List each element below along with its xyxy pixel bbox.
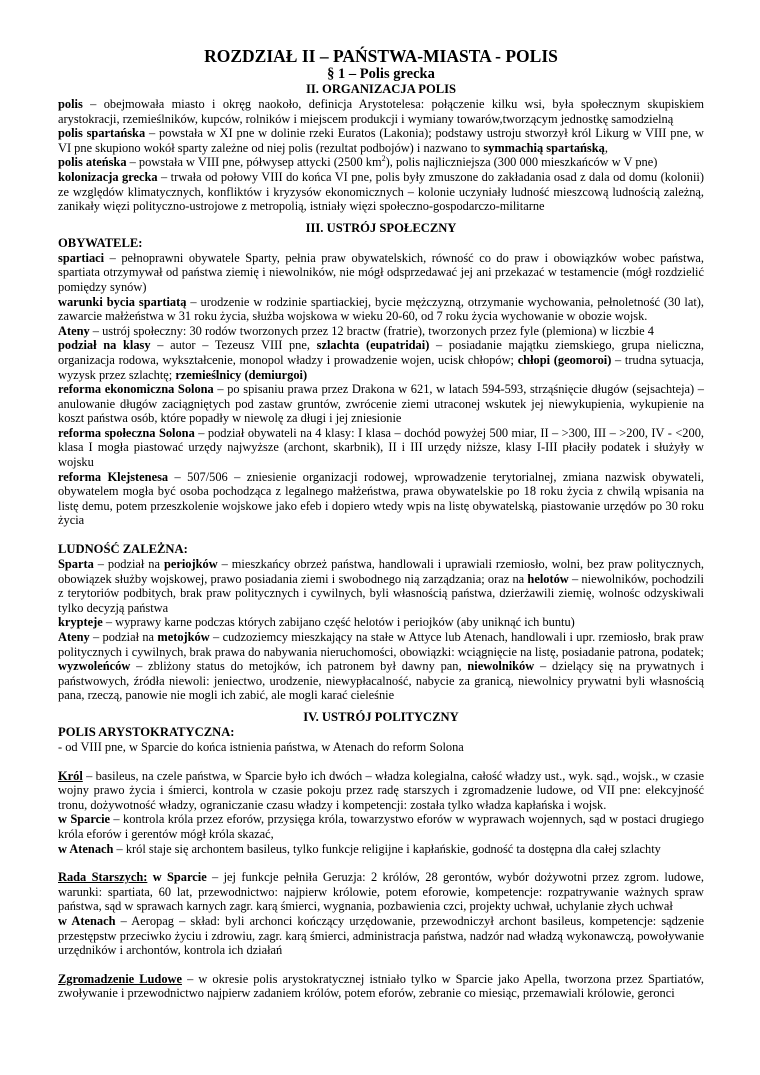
- entry-spartiaci: [58, 251, 704, 295]
- term: w Atenach: [58, 841, 114, 856]
- term: w Atenach: [58, 913, 116, 928]
- definition: – basileus, na czele państwa, w Sparcie było ich dwóch – władza kolegialna, całość władzy ust., wyk. sąd., wojsk., w czasie wojny prawo życia i śmierci, kontrola w czasie pokoju przez radę starszych i zgromadzenie ludowe, od VII pne: elekcyjność tronu, dożywotność władzy, ograniczanie czasu władzy i kompetencji: została tylko władza kapłańska i wojsk.: [58, 768, 704, 812]
- term: Zgromadzenie Ludowe: [58, 971, 182, 986]
- term: podział na klasy: [58, 338, 151, 353]
- definition: – 507/506 – zniesienie organizacji rodowej, wprowadzenie terytorialnej, zmiana nazwisk obywateli, obywatelem mogła być osoba pochodząca z legalnego małżeństwa, prawa obywatelskie po 18 roku życia z chwilą wpisania na listę demu, potem przeszkolenie wojskowe jako efeb i dopiero wtedy wpis na listę obywatelską, piastowanie urzędów po 30 roku życia: [58, 469, 705, 528]
- entry-ateny-zalezni: [58, 630, 704, 703]
- entry-reforma-ekonomiczna: [58, 382, 704, 426]
- definition: – urodzenie w rodzinie spartiackiej, bycie mężczyzną, otrzymanie wychowania, pełnoletność (30 lat), zawarcie małżeństwa w 31 roku życia, służba wojskowa w wieku 20-60, od 7 roku życia wychowanie w obozie wojsk.: [58, 294, 705, 324]
- entry-polis: [58, 97, 704, 126]
- entry-krol: [58, 769, 704, 813]
- term: Ateny: [58, 630, 90, 644]
- superscript: 2: [381, 154, 386, 164]
- subheading-polis-arystokratyczna: POLIS ARYSTOKRATYCZNA:: [58, 724, 235, 739]
- entry-reforma-klejstenesa: [58, 470, 704, 528]
- definition: ,: [604, 140, 608, 155]
- definition: – cudzoziemcy mieszkający na stałe w Attyce lub Atenach, handlowali i upr. rzemiosło, brak praw politycznych i cywilnych, brak prawa do nabywania nieruchomości, obowiązki: wciągnięcie na listę, posiadanie patrona, podatek;: [58, 630, 704, 659]
- term: kolonizacja grecka: [58, 169, 158, 184]
- entry-kolonizacja: [58, 170, 704, 214]
- entry-sparta: [58, 557, 704, 615]
- subheading-ludnosc-zalezna: LUDNOŚĆ ZALEŻNA:: [58, 542, 188, 557]
- chapter-title: ROZDZIAŁ II – PAŃSTWA-MIASTA - POLIS: [204, 46, 558, 66]
- section-heading-organizacja: II. ORGANIZACJA POLIS: [305, 82, 457, 96]
- entry-ateny: [58, 324, 704, 339]
- entry-podzial: [58, 338, 704, 382]
- term: w Sparcie: [152, 870, 207, 885]
- term: helotów: [527, 571, 569, 586]
- entry-krol-sparta: [58, 812, 704, 841]
- term: chłopi (geomoroi): [517, 352, 612, 367]
- section-heading-ustroj-spoleczny: III. USTRÓJ SPOŁECZNY: [305, 220, 457, 235]
- term: reforma Klejstenesa: [58, 469, 169, 484]
- entry-zgromadzenie-ludowe: [58, 972, 704, 1001]
- definition: – wyprawy karne podczas których zabijano część helotów i periojków (aby uniknąć ich buntu): [102, 615, 575, 630]
- term: Sparta: [58, 557, 94, 572]
- term: warunki bycia spartiatą: [58, 294, 187, 309]
- term: Ateny: [58, 323, 90, 338]
- definition: – podział obywateli na 4 klasy: I klasa – dochód powyżej 500 miar, II – >300, III – >200, IV - <200, klasa I mogła piastować urzędy najwyższe (archont, skarbnik), II i III urzędy niższe, klasy I-III płaciły podatek i służyły w wojsku: [58, 425, 704, 470]
- definition: – jej funkcje pełniła Geruzja: 2 królów, 28 gerontów, wybór dożywotni przez zgrom. ludowe, warunki: spartiata, 60 lat, przewodnictwo: najpierw królowie, potem eforowie, kompetencje: rozpatrywanie ważnych spraw państwa, sąd w sprawach karnych zagr. karą śmierci, wygnania, pozbawienia czci, projekty uchwał, uchylanie złych uchwał: [58, 870, 704, 914]
- definition: – Aeropag – skład: byli archonci kończący urzędowanie, przewodniczył archont basileus, kompetencje: sądzenie przestępstw przeciwko życiu i zdrowiu, zagr. karą śmierci, administracja państwa, nadzór nad władzą wykonawczą, powoływanie urzędników i archontów, kontrola ich działań: [58, 913, 704, 958]
- definition: – podział na: [89, 630, 158, 644]
- term: w Sparcie: [58, 812, 111, 827]
- definition: – niewolników, pochodzili z terytoriów podbitych, brak praw politycznych i cywilnych, byli własnością państwa, dzierżawili ziemię, wolnośc odzyskiwali tylko decyzją państwa: [58, 571, 704, 615]
- term: polis ateńska: [58, 155, 127, 170]
- definition: – powstała w VIII pne, półwysep attycki (2500 km: [126, 155, 382, 170]
- entry-polis-arystokratyczna: - od VIII pne, w Sparcie do końca istnienia państwa, w Atenach do reform Solona: [58, 739, 464, 754]
- definition: – mieszkańcy obrzeż państwa, handlowali i uprawiali rzemiosło, wolni, bez praw politycznych, obowiązek służby wojskowej, prawo posiadania ziemi i swobodnego nią zarządzania; oraz na: [58, 557, 704, 586]
- entry-krol-ateny: [58, 842, 704, 857]
- definition: ), polis najliczniejsza (300 000 mieszkańców w V pne): [385, 155, 658, 170]
- definition: – trudna sytuacja, wyzysk przez szlachtę;: [58, 352, 704, 382]
- entry-warunki: [58, 295, 704, 324]
- definition: – po spisaniu prawa przez Drakona w 621, w latach 594-593, strząśnięcie długów (sejsachteja) – anulowanie długów zaciągniętych pod zastaw gruntów, zwrócenie ziemi utraconej wskutek jej niewykupienia, wykupienie na koszt państwa osób, które popadły w niewolę za długi i jej zniesionie: [58, 382, 704, 426]
- term: reforma ekonomiczna Solona: [58, 382, 214, 397]
- definition: – obejmowała miasto i okręg naokoło, definicja Arystotelesa: połączenie kilku wsi, była społecznym skupiskiem arystokracji, rzemieślników, kupców, rolników i miejscem produkcji i wymiany towarów,tworzącym jednostkę samodzielną: [58, 97, 704, 126]
- entry-krypteje: [58, 615, 704, 630]
- definition: – posiadanie majątku ziemskiego, grupa nieliczna, organizacja rodowa, wykształcenie, monopol władzy i prowadzenie wojen, ucisk chłopów;: [58, 338, 704, 367]
- term: polis: [58, 97, 83, 111]
- definition: – król staje się archontem basileus, tylko funkcje religijne i kapłańskie, godność ta dostępna dla całej szlachty: [113, 841, 661, 856]
- entry-rada-starszych: [58, 870, 704, 914]
- term: polis spartańska: [58, 126, 146, 141]
- term: reforma społeczna Solona: [58, 425, 195, 440]
- entry-polis-spartanska: [58, 126, 704, 155]
- definition: – kontrola króla przez eforów, przysięga króla, towarzystwo eforów w wyprawach wojennych, sąd w postaci drugiego króla eforów i gerentów mógł króla skazać,: [58, 812, 704, 841]
- definition: – ustrój społeczny: 30 rodów tworzonych przez 12 bractw (fratrie), tworzonych przez fyle (plemiona) w liczbie 4: [89, 323, 654, 338]
- term: krypteje: [58, 615, 103, 630]
- subheading-obywatele: OBYWATELE:: [58, 235, 143, 250]
- term: metojków: [157, 630, 210, 644]
- term: spartiaci: [58, 250, 105, 265]
- definition: – autor – Tezeusz VIII pne,: [150, 338, 317, 353]
- document-page: [58, 46, 704, 1001]
- term: rzemieślnicy (demiurgoi): [175, 367, 308, 382]
- section-heading-ustroj-polityczny: IV. USTRÓJ POLITYCZNY: [303, 709, 459, 724]
- paragraph-title: § 1 – Polis grecka: [327, 66, 435, 82]
- definition: – pełnoprawni obywatele Sparty, pełnia praw obywatelskich, równość co do praw i obowiązków wobec państwa, spartiata otrzymywał od państwa ziemię i niewolników, nie mógł odsprzedawać jej ani przekazać w testamencie (mógł rozdzielić pomiędzy synów): [58, 250, 704, 294]
- term: Rada Starszych:: [58, 870, 148, 885]
- term: wyzwoleńców: [58, 659, 131, 674]
- term: niewolników: [467, 659, 535, 674]
- entry-reforma-spoleczna: [58, 426, 704, 470]
- definition: – podział na: [93, 557, 164, 572]
- entry-polis-atenska: [58, 155, 704, 170]
- entry-rada-ateny: [58, 914, 704, 958]
- definition: – dzielący się na prywatnych i państwowych, źródła niewoli: jeniectwo, urodzenie, niewypłacalność, nabycie za granicą, niewolnicy prywatni byli własnością pana, rzeczą, panowie nie mogli ich zabić, ale mogli karać cieleśnie: [58, 659, 704, 703]
- term: periojków: [163, 557, 218, 572]
- definition: – powstała w XI pne w dolinie rzeki Euratos (Lakonia); podstawy ustroju stworzył król Likurg w VIII pne, w VI pne skupiono wokół sparty zależne od niej polis (rezultat podbojów) i nazwano to: [58, 126, 704, 155]
- term: szlachta (eupatridai): [316, 338, 430, 353]
- definition: – w okresie polis arystokratycznej istniało tylko w Sparcie jako Apella, tworzona przez Spartiatów, zwoływanie i przewodnictwo najpierw zadaniem królów, potem eforów, zebranie co miesiąc, przemawiali królowie, geronci: [58, 971, 704, 1001]
- term: Król: [58, 768, 83, 783]
- definition: – zbliżony status do metojków, ich patronem był dawny pan,: [130, 659, 468, 674]
- term: symmachią spartańską: [483, 140, 605, 155]
- definition: – trwała od połowy VIII do końca VI pne, polis były zmuszone do zakładania osad z dala od domu (kolonii) ze względów klimatycznych, konfliktów i kryzysów ekonomicznych – kolonie uczyniały ludność mieszcową ludnością zależną, zanikały więzi polityczno-ustrojowe z metropolią, istniały więzi społeczno-gospodarczo-militarne: [58, 169, 704, 214]
